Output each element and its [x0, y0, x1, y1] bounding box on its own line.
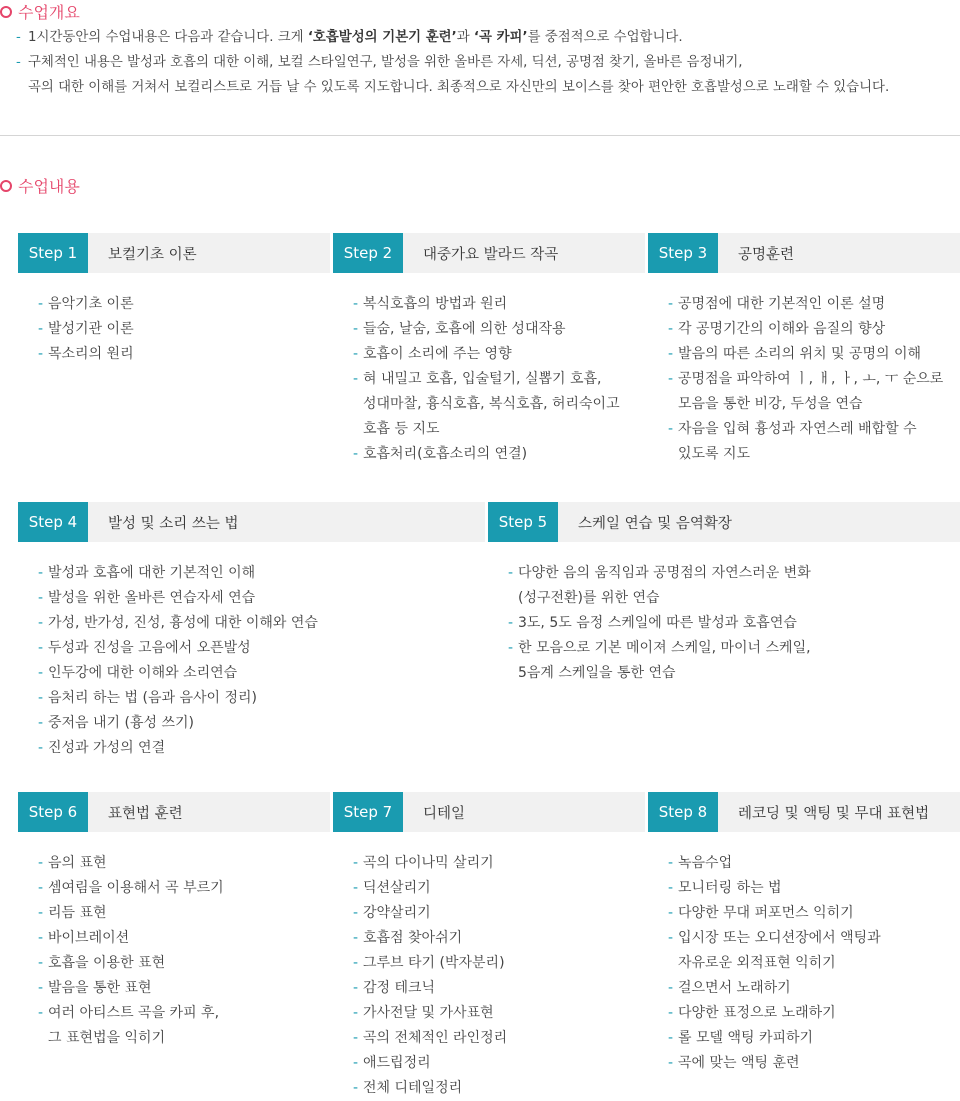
step-item: - 리듬 표현 [38, 901, 330, 926]
overview-emphasis: ‘호흡발성의 기본기 훈련’ [307, 30, 457, 45]
step-item: - 목소리의 원리 [38, 342, 330, 367]
step-6-card [18, 792, 330, 1051]
step-item: - 가성, 반가성, 진성, 흉성에 대한 이해와 연습 [38, 611, 485, 636]
step-item: - 강약살리기 [353, 901, 645, 926]
step-title: 보컬기초 이론 [108, 246, 197, 263]
step-header [18, 233, 330, 273]
overview-text: 과 [456, 30, 474, 45]
step-item: - 다양한 음의 움직임과 공명점의 자연스러운 변화 (성구전환)를 위한 연습 [508, 561, 960, 611]
step-item: - 가사전달 및 가사표현 [353, 1001, 645, 1026]
step-item: - 롤 모델 액팅 카피하기 [668, 1026, 960, 1051]
step-badge: Step 5 [488, 502, 558, 542]
step-item: - 호흡처리(호흡소리의 연결) [353, 442, 645, 467]
step-items [668, 851, 960, 1076]
step-badge: Step 4 [18, 502, 88, 542]
step-items [353, 851, 645, 1101]
step-item: - 호흡을 이용한 표현 [38, 951, 330, 976]
step-8-card [648, 792, 960, 1076]
step-items [38, 292, 330, 367]
step-item: - 애드립정리 [353, 1051, 645, 1076]
step-item: - 두성과 진성을 고음에서 오픈발성 [38, 636, 485, 661]
step-item: - 발음을 통한 표현 [38, 976, 330, 1001]
step-item: - 입시장 또는 오디션장에서 액팅과 자유로운 외적표현 익히기 [668, 926, 960, 976]
step-item: - 복식호흡의 방법과 원리 [353, 292, 645, 317]
overview-emphasis: ‘곡 카피’ [473, 30, 528, 45]
step-item: - 혀 내밀고 호흡, 입술털기, 실뽑기 호흡, 성대마찰, 흉식호흡, 복식호흡, 허리숙이고 호흡 등 지도 [353, 367, 645, 442]
step-items [353, 292, 645, 467]
step-1-card [18, 233, 330, 367]
step-items [668, 292, 960, 467]
step-title: 레코딩 및 액팅 및 무대 표현법 [738, 805, 930, 822]
step-item: - 인두강에 대한 이해와 소리연습 [38, 661, 485, 686]
step-items [38, 561, 485, 761]
step-header [648, 792, 960, 832]
section-divider [0, 135, 960, 136]
step-header [18, 502, 485, 542]
step-item: - 진성과 가성의 연결 [38, 736, 485, 761]
step-5-card [488, 502, 960, 686]
overview-line-2: - 구체적인 내용은 발성과 호흡의 대한 이해, 보컬 스타일연구, 발성을 위한 올바른 자세, 딕션, 공명점 찾기, 올바른 음정내기, 곡의 대한 이해를 거쳐서 보컬리스트로 거듭 날 수 있도록 지도합니다. 최종적으로 자신만의 보이스를 찾아 편안한 호흡발성으로 노래할 수 있습니다. [16, 50, 956, 100]
step-item: - 발성을 위한 올바른 연습자세 연습 [38, 586, 485, 611]
step-item: - 발성과 호흡에 대한 기본적인 이해 [38, 561, 485, 586]
step-item: - 딕션살리기 [353, 876, 645, 901]
step-item: - 녹음수업 [668, 851, 960, 876]
step-title: 표현법 훈련 [108, 805, 183, 822]
step-item: - 곡에 맞는 액팅 훈련 [668, 1051, 960, 1076]
content-title: 수업내용 [18, 177, 80, 196]
step-item: - 공명점에 대한 기본적인 이론 설명 [668, 292, 960, 317]
step-item: - 걸으면서 노래하기 [668, 976, 960, 1001]
step-item: - 한 모음으로 기본 메이져 스케일, 마이너 스케일, 5음계 스케일을 통한 연습 [508, 636, 960, 686]
step-item: - 3도, 5도 음정 스케일에 따른 발성과 호흡연습 [508, 611, 960, 636]
step-item: - 다양한 표정으로 노래하기 [668, 1001, 960, 1026]
overview-line-1 [16, 25, 956, 50]
step-header [18, 792, 330, 832]
step-item: - 공명점을 파악하여 ㅣ, ㅐ, ㅏ, ㅗ, ㅜ 순으로 모음을 통한 비강, 두성을 연습 [668, 367, 960, 417]
step-title: 스케일 연습 및 음역확장 [578, 515, 732, 532]
step-item: - 전체 디테일정리 [353, 1076, 645, 1101]
step-item: - 감정 테크닉 [353, 976, 645, 1001]
step-title: 대중가요 발라드 작곡 [423, 246, 559, 263]
overview-text: 를 중점적으로 수업합니다. [527, 30, 683, 45]
step-item: - 음악기초 이론 [38, 292, 330, 317]
step-badge: Step 3 [648, 233, 718, 273]
step-header [488, 502, 960, 542]
step-badge: Step 6 [18, 792, 88, 832]
step-item: - 그루브 타기 (박자분리) [353, 951, 645, 976]
content-heading [0, 174, 80, 197]
step-header [333, 792, 645, 832]
step-item: - 곡의 다이나믹 살리기 [353, 851, 645, 876]
overview-heading [0, 0, 80, 23]
step-item: - 각 공명기간의 이해와 음질의 향상 [668, 317, 960, 342]
step-badge: Step 1 [18, 233, 88, 273]
step-item: - 호흡점 찾아쉬기 [353, 926, 645, 951]
step-badge: Step 8 [648, 792, 718, 832]
step-item: - 곡의 전체적인 라인정리 [353, 1026, 645, 1051]
step-item: - 셈여림을 이용해서 곡 부르기 [38, 876, 330, 901]
step-header [333, 233, 645, 273]
overview-text: 1시간동안의 수업내용은 다음과 같습니다. 크게 [28, 30, 308, 45]
step-item: - 바이브레이션 [38, 926, 330, 951]
step-item: - 중저음 내기 (흉성 쓰기) [38, 711, 485, 736]
step-items [38, 851, 330, 1051]
step-item: - 자음을 입혀 흉성과 자연스레 배합할 수 있도록 지도 [668, 417, 960, 467]
step-item: - 모니터링 하는 법 [668, 876, 960, 901]
circle-bullet-icon [0, 6, 12, 18]
overview-title: 수업개요 [18, 3, 80, 22]
step-item: - 발성기관 이론 [38, 317, 330, 342]
overview-list [16, 25, 956, 100]
step-item: - 음의 표현 [38, 851, 330, 876]
step-item: - 들숨, 날숨, 호흡에 의한 성대작용 [353, 317, 645, 342]
step-item: - 음처리 하는 법 (음과 음사이 정리) [38, 686, 485, 711]
step-3-card [648, 233, 960, 467]
step-title: 발성 및 소리 쓰는 법 [108, 515, 239, 532]
step-item: - 호흡이 소리에 주는 영향 [353, 342, 645, 367]
step-4-card [18, 502, 485, 761]
step-7-card [333, 792, 645, 1101]
step-header [648, 233, 960, 273]
step-title: 디테일 [423, 805, 466, 822]
step-item: - 다양한 무대 퍼포먼스 익히기 [668, 901, 960, 926]
step-items [508, 561, 960, 686]
circle-bullet-icon [0, 180, 12, 192]
step-badge: Step 2 [333, 233, 403, 273]
step-badge: Step 7 [333, 792, 403, 832]
step-2-card [333, 233, 645, 467]
step-item: - 발음의 따른 소리의 위치 및 공명의 이해 [668, 342, 960, 367]
step-item: - 여러 아티스트 곡을 카피 후, 그 표현법을 익히기 [38, 1001, 330, 1051]
step-title: 공명훈련 [738, 246, 795, 263]
